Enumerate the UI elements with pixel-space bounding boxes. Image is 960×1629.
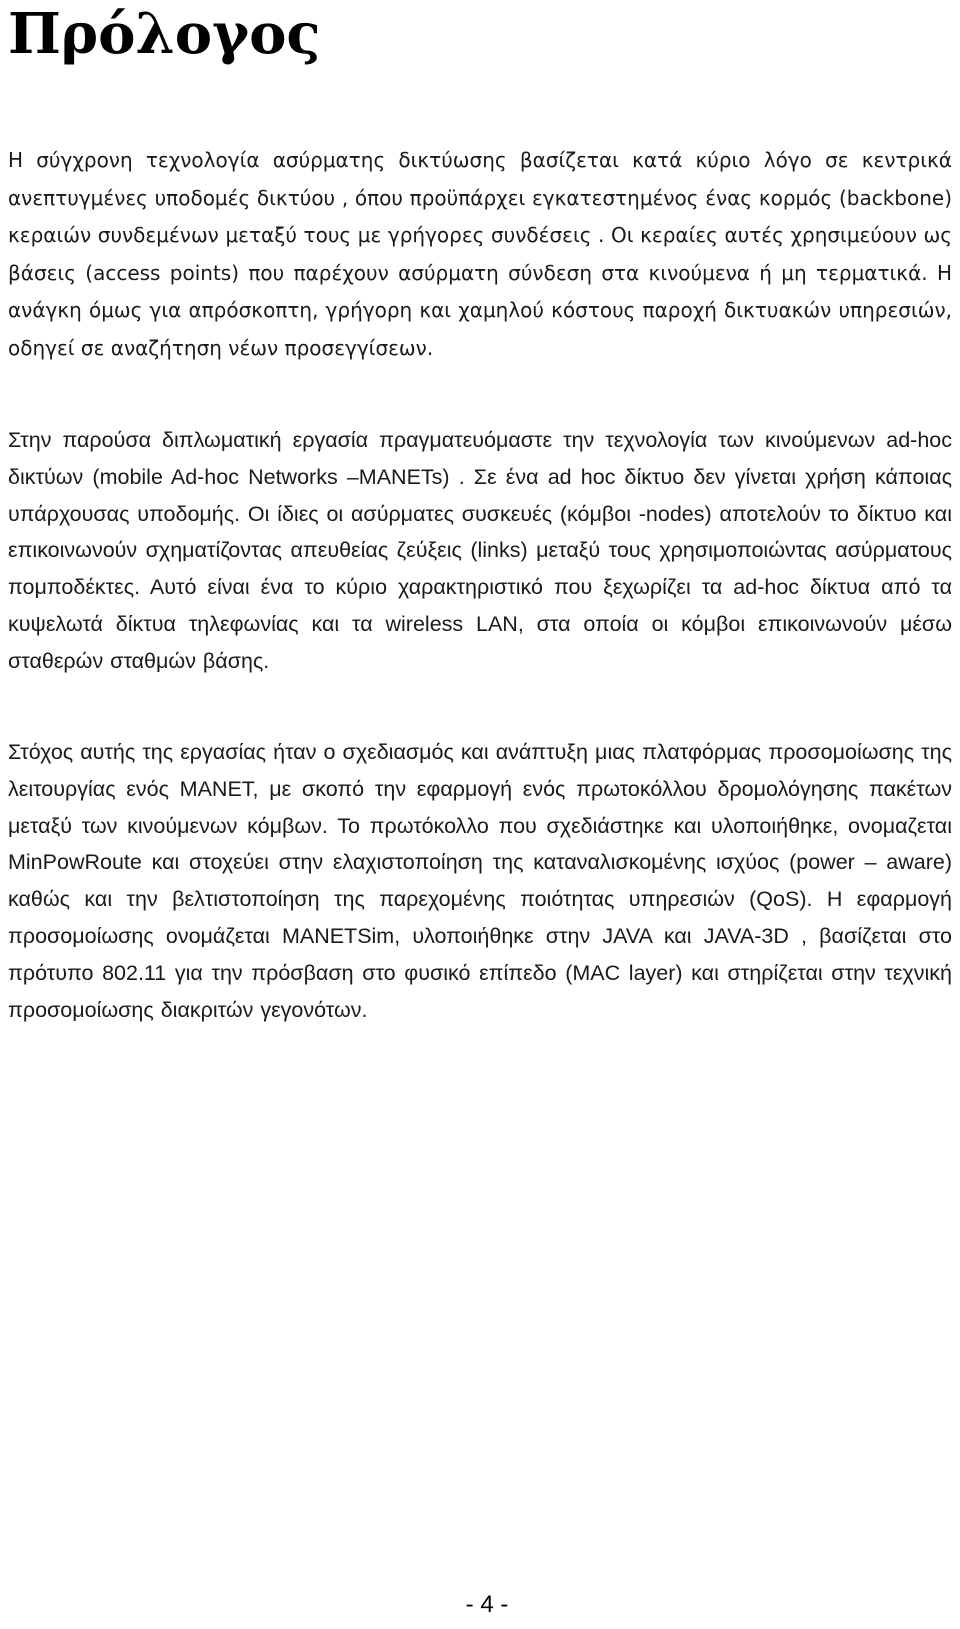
paragraph-intro: Η σύγχρονη τεχνολογία ασύρματης δικτύωσης βασίζεται κατά κύριο λόγο σε κεντρικά ανεπτυγμένες υποδομές δικτύου , όπου προϋπάρχει εγκατεστημένος ένας κορμός (backbone) κεραιών συνδεμένων μεταξύ τους με γρήγορες συνδέσεις . Οι κεραίες αυτές χρησιμεύουν ως βάσεις (access points) που παρέχουν ασύρματη σύνδεση στα κινούμενα ή μη τερματικά. Η ανάγκη όμως για απρόσκοπτη, γρήγορη και χαμηλού κόστους παροχή δικτυακών υπηρεσιών, οδηγεί σε αναζήτηση νέων προσεγγίσεων. (8, 148, 952, 360)
paragraph-manets: Στην παρούσα διπλωματική εργασία πραγματευόμαστε την τεχνολογία των κινούμενων ad-hoc δικτύων (mobile Ad-hoc Networks –MANETs) . Σε ένα ad hoc δίκτυο δεν γίνεται χρήση κάποιας υπάρχουσας υποδομής. Οι ίδιες οι ασύρματες συσκευές (κόμβοι -nodes) αποτελούν το δίκτυο και επικοινωνούν σχηματίζοντας απευθείας ζεύξεις (links) μεταξύ τους χρησιμοποιώντας ασύρματους πομποδέκτες. Αυτό είναι ένα το κύριο χαρακτηριστικό που ξεχωρίζει τα ad-hoc δίκτυα από τα κυψελωτά δίκτυα τηλεφωνίας και τα wireless LAN, στα οποία οι κόμβοι επικοινωνούν μέσω σταθερών σταθμών βάσης. (8, 428, 952, 673)
page-title: Πρόλογος (8, 1, 321, 67)
paragraph-goal: Στόχος αυτής της εργασίας ήταν ο σχεδιασμός και ανάπτυξη μιας πλατφόρμας προσομοίωσης της λειτουργίας ενός MANET, με σκοπό την εφαρμογή ενός πρωτοκόλλου δρομολόγησης πακέτων μεταξύ των κινούμενων κόμβων. Το πρωτόκολλο που σχεδιάστηκε και υλοποιήθηκε, ονομαζεται MinPowRoute και στοχεύει στην ελαχιστοποίηση της καταναλισκομένης ισχύος (power – aware) καθώς και την βελτιστοποίηση της παρεχομένης ποιότητας υπηρεσιών (QoS). Η εφαρμογή προσομοίωσης ονομάζεται MANETSim, υλοποιήθηκε στην JAVA και JAVA-3D , βασίζεται στο πρότυπο 802.11 για την πρόσβαση στο φυσικό επίπεδο (MAC layer) και στηρίζεται στην τεχνική προσομοίωσης διακριτών γεγονότων. (8, 740, 952, 1022)
page-number: - 4 - (465, 1591, 509, 1618)
